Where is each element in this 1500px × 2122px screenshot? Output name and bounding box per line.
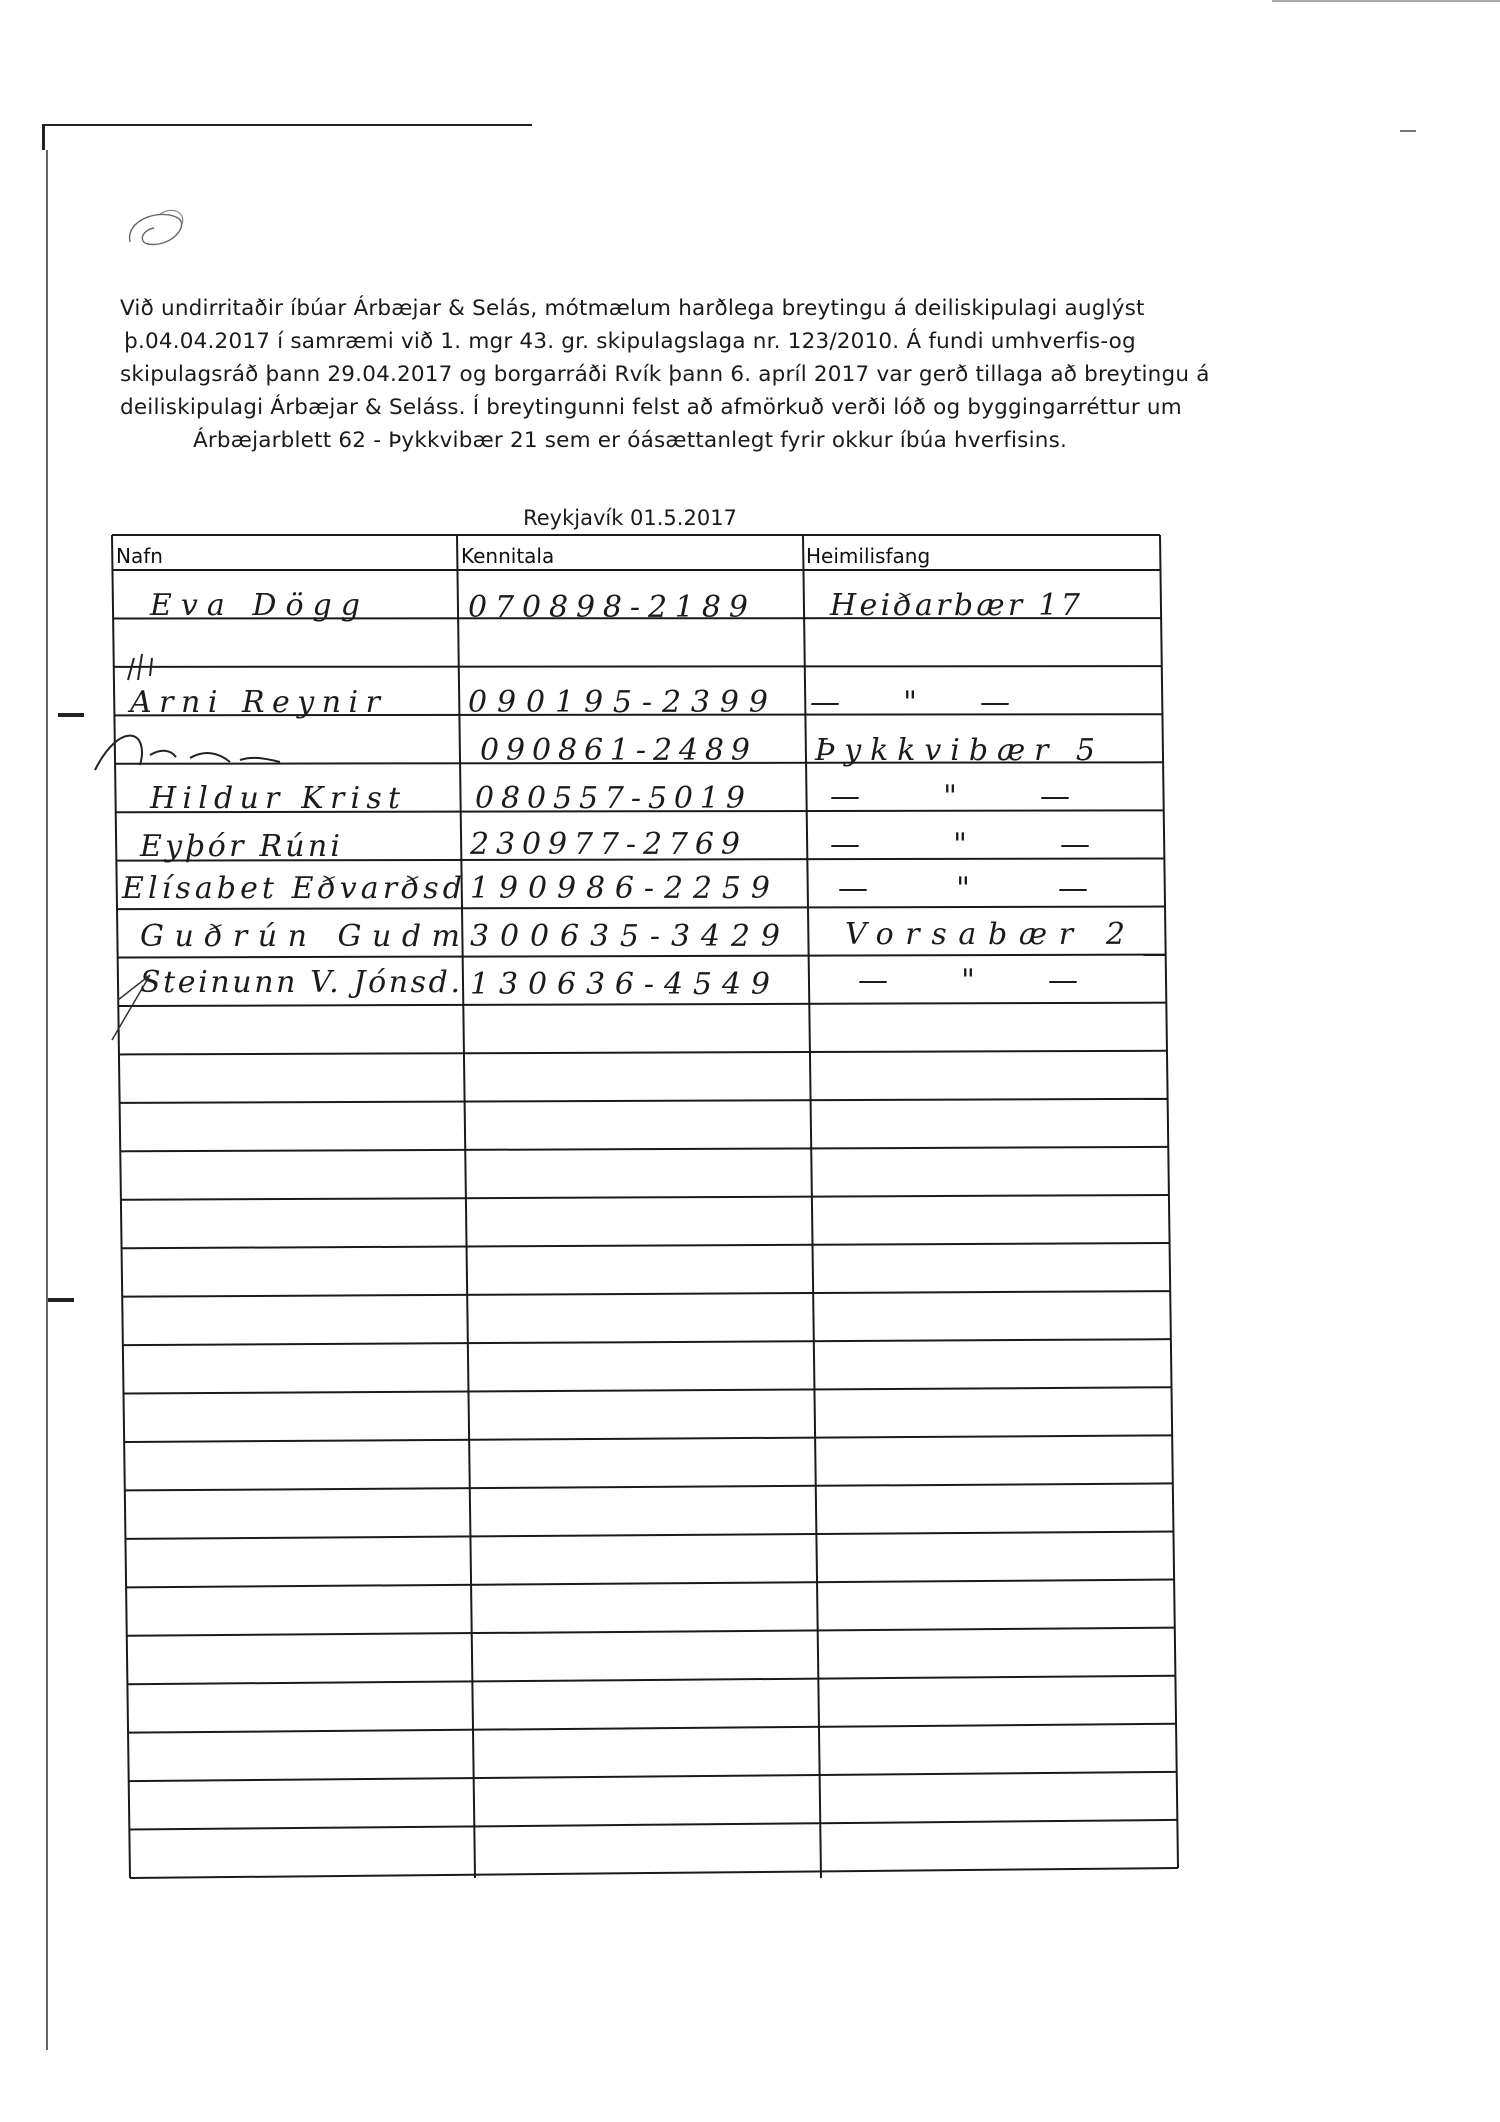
row-3-kennitala: 090195-2399 xyxy=(468,685,768,720)
row-1-heimilisfang: Heiðarbær 17 xyxy=(830,588,1080,623)
row-divider xyxy=(118,955,1166,958)
row-divider xyxy=(121,1195,1169,1200)
header-nafn: Nafn xyxy=(116,544,163,568)
table-headers xyxy=(116,544,930,568)
row-7-nafn: Elísabet Eðvarðsd xyxy=(122,871,462,906)
row-divider xyxy=(119,1051,1167,1055)
header-heimilisfang: Heimilisfang xyxy=(806,544,931,568)
row-divider xyxy=(124,1387,1172,1393)
row-4-kennitala: 090861-2489 xyxy=(480,733,750,768)
table-bottom-border xyxy=(130,1868,1178,1878)
row-6-nafn: Eyþór Rúni xyxy=(140,829,340,864)
row-5-kennitala: 080557-5019 xyxy=(475,781,745,816)
place-date: Reykjavík 01.5.2017 xyxy=(523,506,737,530)
row-divider xyxy=(127,1676,1175,1685)
row-1-kennitala: 070898-2189 xyxy=(468,590,748,625)
row-divider xyxy=(114,666,1162,667)
paragraph-line: skipulagsráð þann 29.04.2017 og borgarráði Rvík þann 6. apríl 2017 var gerð tillaga að breytingu á xyxy=(120,362,1210,387)
row-8-kennitala: 300635-3429 xyxy=(470,919,780,954)
row-divider xyxy=(128,1724,1176,1733)
row-6-heimilisfang: — " — xyxy=(830,827,1090,862)
row-7-heimilisfang: — " — xyxy=(838,871,1088,906)
row-4-heimilisfang: Þykkvibær 5 xyxy=(815,733,1095,768)
row-3-nafn: Arni Reynir xyxy=(130,685,380,720)
row-divider xyxy=(125,1483,1173,1490)
row-divider xyxy=(118,1003,1166,1006)
row-divider xyxy=(129,1772,1177,1781)
row-7-kennitala: 190986-2259 xyxy=(470,871,770,906)
row-9-kennitala: 130636-4549 xyxy=(470,967,770,1002)
row-divider xyxy=(126,1580,1174,1588)
row-8-nafn: Guðrún Gudm xyxy=(140,919,460,954)
row-9-heimilisfang: — " — xyxy=(858,963,1078,998)
header-kennitala: Kennitala xyxy=(461,544,555,568)
row-3-heimilisfang: — " — xyxy=(810,685,1010,720)
row-divider xyxy=(122,1243,1170,1248)
row-divider xyxy=(120,1099,1168,1103)
row-5-nafn: Hildur Krist xyxy=(150,781,400,816)
paragraph-line: Árbæjarblett 62 - Þykkvibær 21 sem er óásættanlegt fyrir okkur íbúa hverfisins. xyxy=(192,428,1068,453)
row-divider xyxy=(125,1531,1173,1538)
row-divider xyxy=(117,907,1165,910)
row-divider xyxy=(124,1435,1172,1442)
handwritten-entries xyxy=(95,588,1125,1040)
row-divider xyxy=(123,1339,1171,1345)
row-6-kennitala: 230977-2769 xyxy=(470,827,740,862)
paragraph-line: deiliskipulagi Árbæjar & Seláss. Í breytingunni felst að afmörkuð verði lóð og byggingarréttur um xyxy=(120,395,1182,420)
row-divider xyxy=(129,1820,1177,1830)
row-1-nafn: Eva Dögg xyxy=(150,588,360,623)
paragraph-line: þ.04.04.2017 í samræmi við 1. mgr 43. gr. skipulagslaga nr. 123/2010. Á fundi umhverfis-og xyxy=(124,329,1136,354)
row-4-nafn-scribble xyxy=(95,736,280,770)
row-divider xyxy=(122,1291,1170,1297)
row-5-heimilisfang: — " — xyxy=(830,779,1070,814)
column-divider xyxy=(457,535,475,1878)
row-8-heimilisfang: Vorsabær 2 xyxy=(845,917,1125,952)
row-divider xyxy=(127,1628,1175,1636)
row-divider xyxy=(120,1147,1168,1151)
row-9-nafn: Steinunn V. Jónsd. xyxy=(140,965,460,1000)
table-right-border xyxy=(1160,535,1178,1868)
paragraph-line: Við undirritaðir íbúar Árbæjar & Selás, mótmælum harðlega breytingu á deiliskipulagi auglýst xyxy=(120,296,1145,321)
